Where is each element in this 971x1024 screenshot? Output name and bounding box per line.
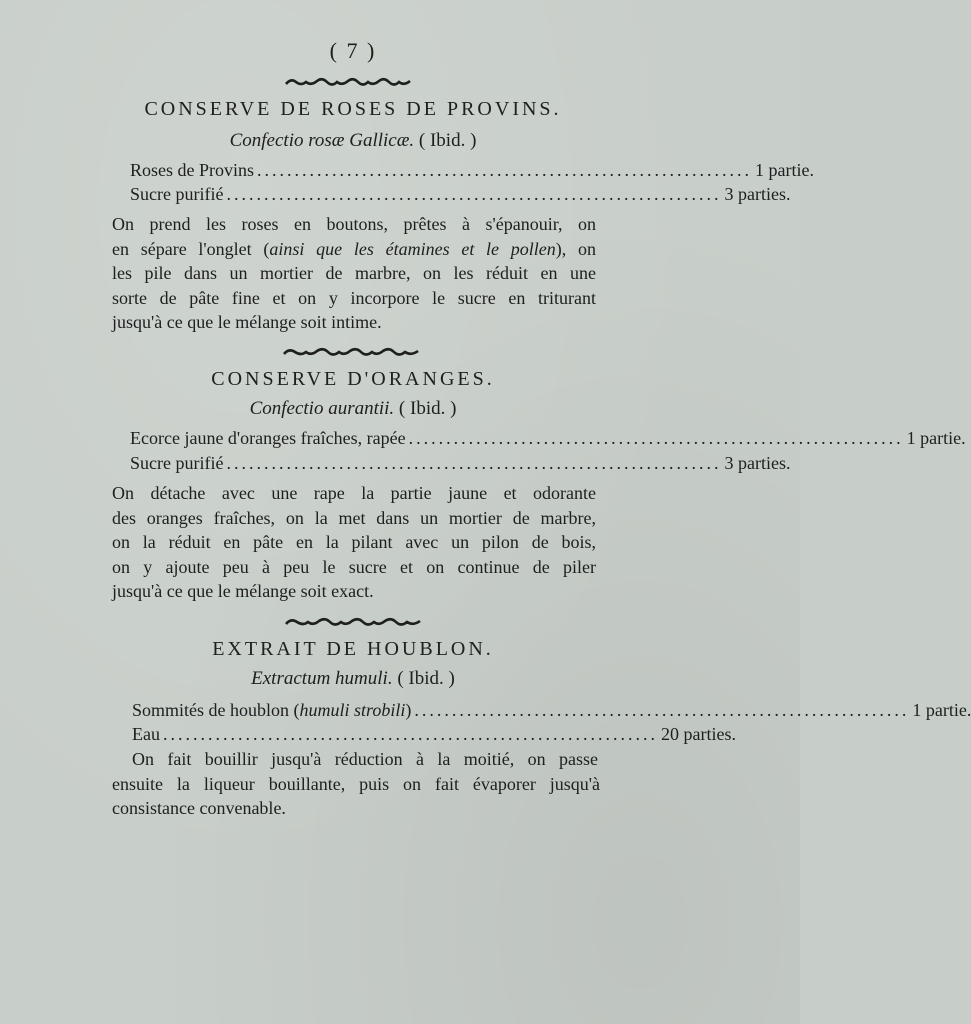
- italic-fragment: humuli strobili: [299, 700, 406, 720]
- text-line: ensuite la liqueur bouillante, puis on fait évaporer jusqu'à: [112, 773, 600, 794]
- latin-name: Confectio rosæ Gallicæ.: [229, 130, 415, 151]
- text-line: des oranges fraîches, on la met dans un mortier de marbre,: [112, 507, 596, 528]
- ingredient-name: Eau: [132, 724, 160, 744]
- leader-dots: ..................................................................: [408, 428, 904, 448]
- leader-dots: ..................................................................: [226, 453, 722, 473]
- ingredient-quantity: 1 partie.: [755, 160, 814, 180]
- reference: ( Ibid. ): [397, 668, 455, 689]
- ingredient-row: [132, 724, 736, 745]
- ornament-divider: [286, 616, 420, 628]
- ingredient-row: [132, 700, 971, 721]
- text-line: [112, 237, 596, 262]
- ingredient-quantity: 1 partie.: [906, 428, 966, 448]
- section-subtitle: [0, 130, 706, 152]
- ingredient-row: [130, 453, 791, 474]
- ingredient-name: Ecorce jaune d'oranges fraîches, rapée: [130, 428, 406, 448]
- text-line: On prend les roses en boutons, prêtes à s'épanouir, on: [112, 214, 596, 234]
- ingredient-quantity: 1 partie.: [912, 700, 971, 720]
- text-line: On fait bouillir jusqu'à réduction à la moitié, on passe: [132, 749, 598, 769]
- text-line: jusqu'à ce que le mélange soit exact.: [112, 581, 374, 602]
- ingredient-name: Sucre purifié: [130, 184, 224, 204]
- text-line: sorte de pâte fine et on y incorpore le sucre en triturant: [112, 287, 596, 308]
- leader-dots: ..................................................................: [414, 700, 910, 720]
- ingredient-row: [130, 428, 966, 449]
- section-title: EXTRAIT DE HOUBLON.: [212, 638, 494, 660]
- ingredient-quantity: 3 parties.: [724, 453, 791, 473]
- ingredient-row: [130, 160, 814, 181]
- text-line: consistance convenable.: [112, 798, 286, 819]
- section-subtitle: [0, 668, 706, 690]
- latin-name: Confectio aurantii.: [249, 398, 395, 419]
- section-subtitle: [0, 398, 706, 420]
- instructions-paragraph: [112, 747, 600, 821]
- ingredient-name: Roses de Provins: [130, 160, 255, 180]
- leader-dots: ..................................................................: [162, 724, 658, 744]
- text-line: jusqu'à ce que le mélange soit intime.: [112, 312, 382, 333]
- text-fragment: ), on: [555, 238, 597, 259]
- ingredient-quantity: 20 parties.: [660, 724, 736, 744]
- ingredient-name: Sucre purifié: [130, 453, 224, 473]
- ornament-divider: [286, 76, 410, 88]
- instructions-paragraph: [112, 212, 596, 335]
- instructions-paragraph: [112, 481, 596, 604]
- leader-dots: ..................................................................: [257, 160, 753, 180]
- latin-name: Extractum humuli.: [251, 668, 393, 689]
- leader-dots: ..................................................................: [226, 184, 722, 204]
- section-title: CONSERVE D'ORANGES.: [211, 368, 495, 390]
- ingredient-name: [132, 700, 411, 721]
- text-line: on y ajoute peu à peu le sucre et on continue de piler: [112, 556, 596, 577]
- page-number: ( 7 ): [329, 38, 377, 63]
- reference: ( Ibid. ): [418, 130, 477, 151]
- text-fragment: en sépare l'onglet (: [112, 238, 270, 259]
- ingredient-row: [130, 184, 791, 205]
- text-line: on la réduit en pâte en la pilant avec un pilon de bois,: [112, 532, 596, 553]
- ingredient-quantity: 3 parties.: [724, 184, 791, 204]
- text-fragment: Sommités de houblon (: [132, 700, 300, 720]
- text-fragment: ): [405, 700, 412, 720]
- ornament-divider: [284, 346, 418, 358]
- text-line: les pile dans un mortier de marbre, on les réduit en une: [112, 263, 596, 284]
- section-title: CONSERVE DE ROSES DE PROVINS.: [144, 98, 562, 120]
- italic-fragment: ainsi que les étamines et le pollen: [269, 238, 556, 259]
- text-line: On détache avec une rape la partie jaune et odorante: [112, 483, 596, 503]
- reference: ( Ibid. ): [398, 398, 457, 419]
